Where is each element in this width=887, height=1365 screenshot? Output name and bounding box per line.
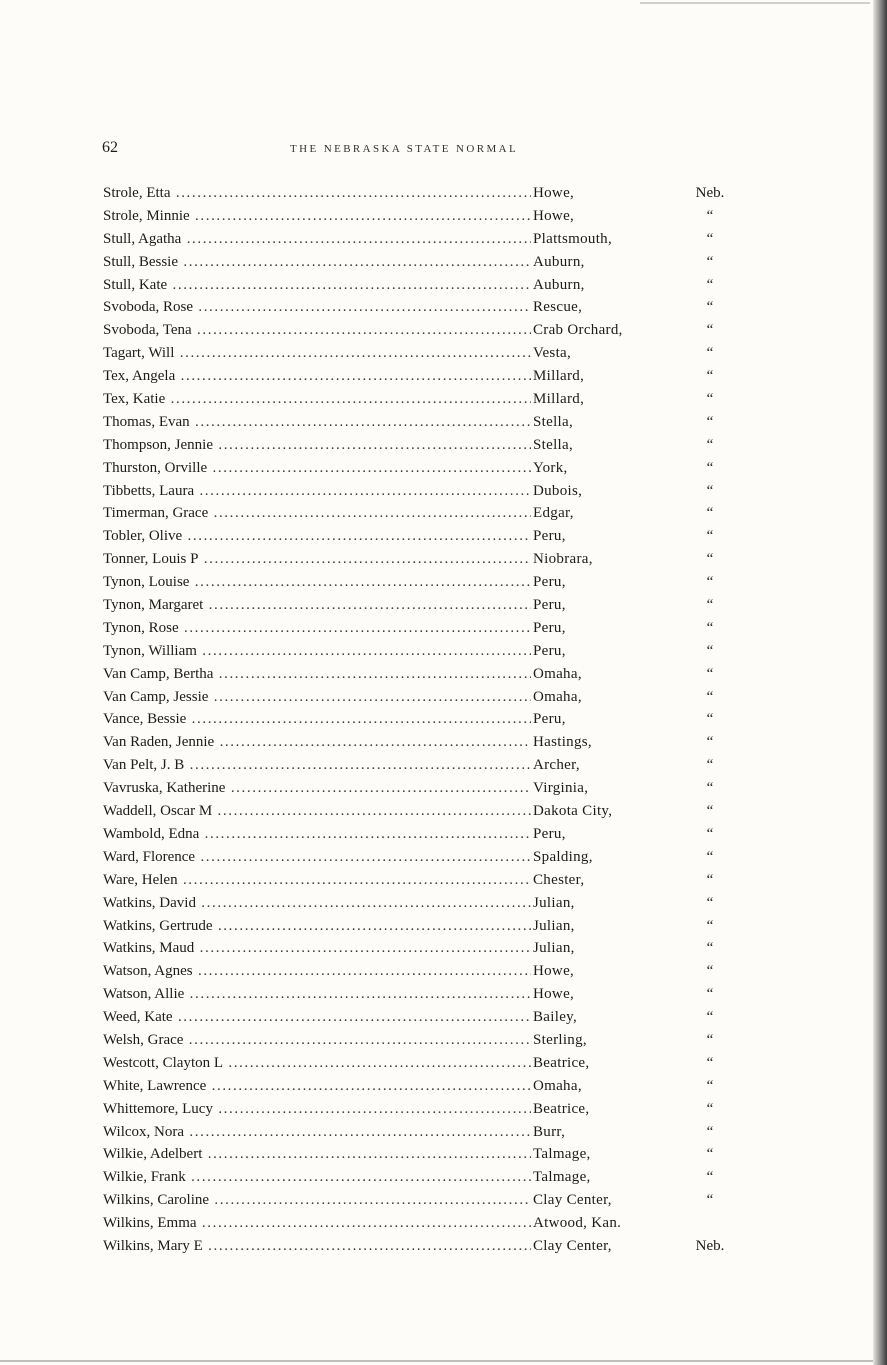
entry-state: “ [706, 894, 714, 911]
entry-name: Watkins, Maud ..... [103, 937, 531, 960]
list-item [103, 731, 743, 754]
entry-town: Peru, [531, 617, 566, 640]
entry-name: Tagart, Will ..... [103, 342, 531, 365]
entry-name: Waddell, Oscar M ..... [103, 800, 531, 823]
entry-town: Howe, [531, 960, 574, 983]
list-item [103, 388, 743, 411]
entry-name: Tynon, Margaret ..... [103, 594, 531, 617]
entry-town: Sterling, [531, 1029, 587, 1052]
entry-state: “ [706, 917, 714, 934]
entry-state: “ [706, 1054, 714, 1071]
entry-state: “ [706, 459, 714, 476]
entry-town: Virginia, [531, 777, 588, 800]
entry-state: “ [706, 642, 714, 659]
entry-state: “ [706, 436, 714, 453]
entry-state: “ [706, 528, 714, 545]
list-item [103, 869, 743, 892]
entry-town: Stella, [531, 411, 573, 434]
entry-state: Neb. [695, 185, 725, 201]
entry-town: Clay Center, [531, 1235, 612, 1258]
list-item [103, 205, 743, 228]
entry-town: Auburn, [531, 251, 585, 274]
entry-name: Van Raden, Jennie ..... [103, 731, 531, 754]
entry-name: Vavruska, Katherine ..... [103, 777, 531, 800]
entry-name: Thomas, Evan ..... [103, 411, 531, 434]
entry-state: “ [706, 711, 714, 728]
entry-name: Welsh, Grace ..... [103, 1029, 531, 1052]
entry-town: Hastings, [531, 731, 592, 754]
entry-state: “ [706, 825, 714, 842]
entry-state: “ [706, 1192, 714, 1209]
entry-name: Wilkie, Adelbert ..... [103, 1143, 531, 1166]
entry-state: Neb. [695, 1237, 725, 1254]
entry-name: White, Lawrence ..... [103, 1075, 531, 1098]
entry-town: Omaha, [531, 1075, 582, 1098]
list-item [103, 800, 743, 823]
entry-town: Rescue, [531, 296, 582, 319]
entry-name: Svoboda, Tena ..... [103, 319, 531, 342]
entry-town: Niobrara, [531, 548, 593, 571]
entry-name: Wilcox, Nora ..... [103, 1121, 531, 1144]
entry-state: “ [706, 757, 714, 774]
list-item [103, 365, 743, 388]
list-item [103, 296, 743, 319]
page-header [102, 139, 662, 159]
entry-town: York, [531, 457, 568, 480]
entry-town: Plattsmouth, [531, 228, 612, 251]
entry-state: “ [706, 803, 714, 820]
entry-state: “ [706, 207, 714, 224]
list-item [103, 937, 743, 960]
entry-town: Omaha, [531, 686, 582, 709]
list-item [103, 274, 743, 297]
entry-town: Millard, [531, 365, 584, 388]
entry-state: “ [706, 848, 714, 865]
entry-name: Whittemore, Lucy ..... [103, 1098, 531, 1121]
list-item [103, 571, 743, 594]
entry-name: Ward, Florence ..... [103, 846, 531, 869]
list-item [103, 411, 743, 434]
entry-state: “ [706, 734, 714, 751]
list-item [103, 251, 743, 274]
entry-state: “ [706, 1031, 714, 1048]
entry-name: Vance, Bessie ..... [103, 708, 531, 731]
entry-state: “ [706, 1077, 714, 1094]
entry-town: Clay Center, [531, 1189, 612, 1212]
list-item [103, 434, 743, 457]
list-item [103, 319, 743, 342]
entry-name: Watkins, David ..... [103, 892, 531, 915]
entry-town: Julian, [531, 937, 575, 960]
list-item [103, 457, 743, 480]
running-title: THE NEBRASKA STATE NORMAL [290, 143, 519, 155]
list-item [103, 915, 743, 938]
entry-town: Stella, [531, 434, 573, 457]
entry-name: Westcott, Clayton L ..... [103, 1052, 531, 1075]
list-item [103, 777, 743, 800]
entry-name: Svoboda, Rose ..... [103, 296, 531, 319]
entry-town: Peru, [531, 640, 566, 663]
list-item [103, 525, 743, 548]
entry-state: “ [706, 574, 714, 591]
entry-name: Thurston, Orville ..... [103, 457, 531, 480]
list-item [103, 640, 743, 663]
entry-name: Tex, Angela ..... [103, 365, 531, 388]
entry-state: “ [706, 619, 714, 636]
entry-town: Beatrice, [531, 1052, 589, 1075]
entry-state: “ [706, 1009, 714, 1026]
entry-town: Howe, [531, 205, 574, 228]
entry-town: Talmage, [531, 1166, 591, 1189]
entry-name: Ware, Helen ..... [103, 869, 531, 892]
entry-state: “ [706, 780, 714, 797]
entry-town: Beatrice, [531, 1098, 589, 1121]
list-item [103, 1098, 743, 1121]
entry-name: Wilkie, Frank ..... [103, 1166, 531, 1189]
entry-town: Howe, [531, 182, 574, 205]
entry-state: “ [706, 368, 714, 385]
entry-town: Peru, [531, 525, 566, 548]
entry-town: Peru, [531, 571, 566, 594]
list-item [103, 617, 743, 640]
entry-name: Strole, Etta ..... [103, 182, 531, 205]
entry-name: Watson, Allie ..... [103, 983, 531, 1006]
entry-town: Atwood, Kan. [531, 1212, 621, 1235]
entry-town: Peru, [531, 823, 566, 846]
list-item [103, 1166, 743, 1189]
entry-state: “ [706, 230, 714, 247]
list-item [103, 1006, 743, 1029]
entry-town: Julian, [531, 892, 575, 915]
entry-name: Wilkins, Emma ..... [103, 1212, 531, 1235]
entry-state: “ [706, 482, 714, 499]
entry-name: Tynon, Rose ..... [103, 617, 531, 640]
list-item [103, 480, 743, 503]
list-item [103, 1075, 743, 1098]
list-item [103, 1143, 743, 1166]
entry-state: “ [706, 391, 714, 408]
entry-state: “ [706, 688, 714, 705]
list-item [103, 1121, 743, 1144]
entry-town: Howe, [531, 983, 574, 1006]
list-item [103, 1189, 743, 1212]
list-item [103, 342, 743, 365]
list-item [103, 228, 743, 251]
entry-state: “ [706, 1100, 714, 1117]
entry-name: Watkins, Gertrude ..... [103, 915, 531, 938]
entry-town: Talmage, [531, 1143, 591, 1166]
entry-town: Spalding, [531, 846, 593, 869]
list-item [103, 823, 743, 846]
entry-name: Stull, Kate ..... [103, 274, 531, 297]
list-item [103, 708, 743, 731]
entry-name: Wambold, Edna ..... [103, 823, 531, 846]
entry-state: “ [706, 345, 714, 362]
list-item [103, 983, 743, 1006]
list-item [103, 960, 743, 983]
list-item [103, 663, 743, 686]
entry-town: Vesta, [531, 342, 571, 365]
list-item [103, 892, 743, 915]
entry-state: “ [706, 322, 714, 339]
entry-town: Dubois, [531, 480, 582, 503]
entry-state: “ [706, 551, 714, 568]
top-edge-rule [640, 2, 870, 4]
entry-town: Crab Orchard, [531, 319, 623, 342]
list-item [103, 846, 743, 869]
list-item [103, 594, 743, 617]
entry-name: Strole, Minnie ..... [103, 205, 531, 228]
entry-name: Tobler, Olive ..... [103, 525, 531, 548]
entry-name: Timerman, Grace ..... [103, 502, 531, 525]
entry-state: “ [706, 505, 714, 522]
list-item [103, 502, 743, 525]
entry-state: “ [706, 1146, 714, 1163]
entry-state: “ [706, 940, 714, 957]
entry-name: Van Camp, Bertha ..... [103, 663, 531, 686]
entry-town: Edgar, [531, 502, 574, 525]
entry-name: Tonner, Louis P ..... [103, 548, 531, 571]
list-item [103, 1029, 743, 1052]
entry-town: Omaha, [531, 663, 582, 686]
entry-name: Stull, Bessie ..... [103, 251, 531, 274]
list-item [103, 1212, 743, 1235]
entry-town: Burr, [531, 1121, 565, 1144]
list-item [103, 754, 743, 777]
entry-town: Auburn, [531, 274, 585, 297]
student-directory-list [103, 182, 743, 1258]
list-item [103, 182, 743, 205]
entry-town: Chester, [531, 869, 584, 892]
entry-state: “ [706, 986, 714, 1003]
list-item [103, 548, 743, 571]
entry-state: “ [706, 597, 714, 614]
entry-name: Tex, Katie ..... [103, 388, 531, 411]
entry-name: Weed, Kate ..... [103, 1006, 531, 1029]
entry-state: “ [706, 276, 714, 293]
entry-state: “ [706, 253, 714, 270]
entry-name: Tibbetts, Laura ..... [103, 480, 531, 503]
entry-name: Wilkins, Caroline ..... [103, 1189, 531, 1212]
entry-town: Peru, [531, 594, 566, 617]
entry-town: Bailey, [531, 1006, 577, 1029]
entry-state: “ [706, 1123, 714, 1140]
list-item [103, 1235, 743, 1258]
page-number: 62 [102, 139, 118, 156]
entry-name: Tynon, Louise ..... [103, 571, 531, 594]
entry-state: “ [706, 963, 714, 980]
entry-name: Watson, Agnes ..... [103, 960, 531, 983]
list-item [103, 686, 743, 709]
bottom-edge-rule [0, 1360, 873, 1362]
entry-town: Julian, [531, 915, 575, 938]
entry-state: “ [706, 871, 714, 888]
entry-town: Millard, [531, 388, 584, 411]
list-item [103, 1052, 743, 1075]
entry-name: Tynon, William ..... [103, 640, 531, 663]
entry-name: Stull, Agatha ..... [103, 228, 531, 251]
entry-town: Dakota City, [531, 800, 612, 823]
entry-state: “ [706, 413, 714, 430]
entry-state: “ [706, 299, 714, 316]
entry-town: Archer, [531, 754, 580, 777]
entry-state: “ [706, 1169, 714, 1186]
page-edge-shadow [873, 0, 887, 1365]
entry-name: Wilkins, Mary E ..... [103, 1235, 531, 1258]
entry-town: Peru, [531, 708, 566, 731]
entry-name: Van Pelt, J. B ..... [103, 754, 531, 777]
entry-name: Van Camp, Jessie ..... [103, 686, 531, 709]
entry-state: “ [706, 665, 714, 682]
entry-name: Thompson, Jennie ..... [103, 434, 531, 457]
